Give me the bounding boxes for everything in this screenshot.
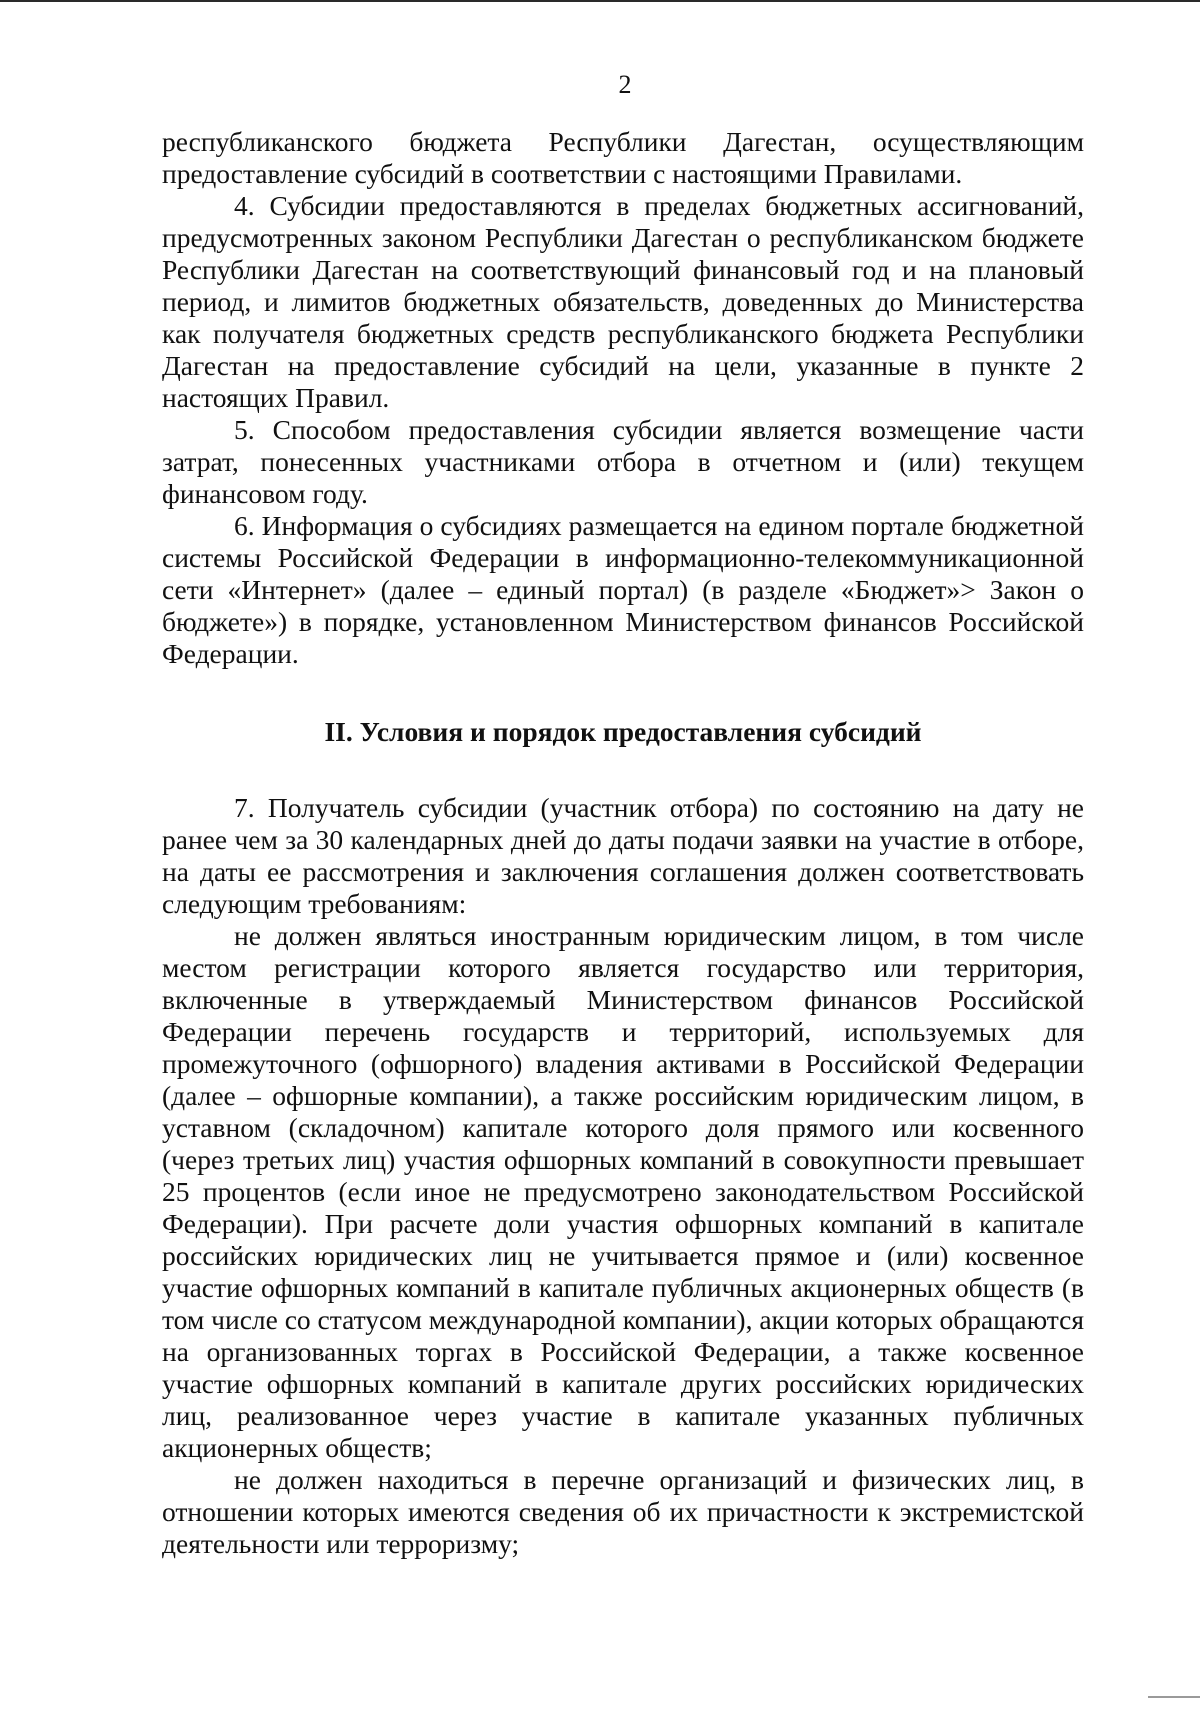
page-number: 2 — [618, 70, 632, 99]
section-heading: II. Условия и порядок предоставления субсидий — [324, 716, 922, 747]
scan-bottom-mark — [1148, 1696, 1200, 1698]
paragraph-item-4: 4. Субсидии предоставляются в пределах бюджетных ассигнований, предусмотренных законом Республики Дагестан о республиканском бюджете Республики Дагестан на соответствующий финансовый год и на плановый период, и лимитов бюджетных обязательств, доведенных до Министерства как получателя бюджетных средств республиканского бюджета Республики Дагестан на предоставление субсидий на цели, указанные в пункте 2 настоящих Правил. — [162, 190, 1084, 413]
paragraph-requirement-offshore: не должен являться иностранным юридическим лицом, в том числе местом регистрации которого является государство или территория, включенные в утверждаемый Министерством финансов Российской Федерации перечень государств и территорий, используемых для промежуточного (офшорного) владения активами в Российской Федерации (далее – офшорные компании), а также российским юридическим лицом, в уставном (складочном) капитале которого доля прямого или косвенного (через третьих лиц) участия офшорных компаний в совокупности превышает 25 процентов (если иное не предусмотрено законодательством Российской Федерации). При расчете доли участия офшорных компаний в капитале российских юридических лиц не учитывается прямое и (или) косвенное участие офшорных компаний в капитале публичных акционерных обществ (в том числе со статусом международной компании), акции которых обращаются на организованных торгах в Российской Федерации, а также косвенное участие офшорных компаний в капитале других российских юридических лиц, реализованное через участие в капитале указанных публичных акционерных обществ; — [162, 920, 1084, 1463]
paragraph-item-7: 7. Получатель субсидии (участник отбора) по состоянию на дату не ранее чем за 30 календарных дней до даты подачи заявки на участие в отборе, на даты ее рассмотрения и заключения соглашения должен соответствовать следующим требованиям: — [162, 792, 1084, 919]
paragraph-continuation: республиканского бюджета Республики Дагестан, осуществляющим предоставление субсидий в соответствии с настоящими Правилами. — [162, 126, 1084, 189]
scan-top-edge — [0, 0, 1200, 2]
paragraph-item-5: 5. Способом предоставления субсидии является возмещение части затрат, понесенных участниками отбора в отчетном и (или) текущем финансовом году. — [162, 414, 1084, 509]
paragraph-item-6: 6. Информация о субсидиях размещается на едином портале бюджетной системы Российской Федерации в информационно-телекоммуникационной сети «Интернет» (далее – единый портал) (в разделе «Бюджет»> Закон о бюджете») в порядке, установленном Министерством финансов Российской Федерации. — [162, 510, 1084, 669]
document-body — [162, 126, 1084, 1560]
paragraph-requirement-extremism: не должен находиться в перечне организаций и физических лиц, в отношении которых имеются сведения об их причастности к экстремистской деятельности или терроризму; — [162, 1464, 1084, 1559]
